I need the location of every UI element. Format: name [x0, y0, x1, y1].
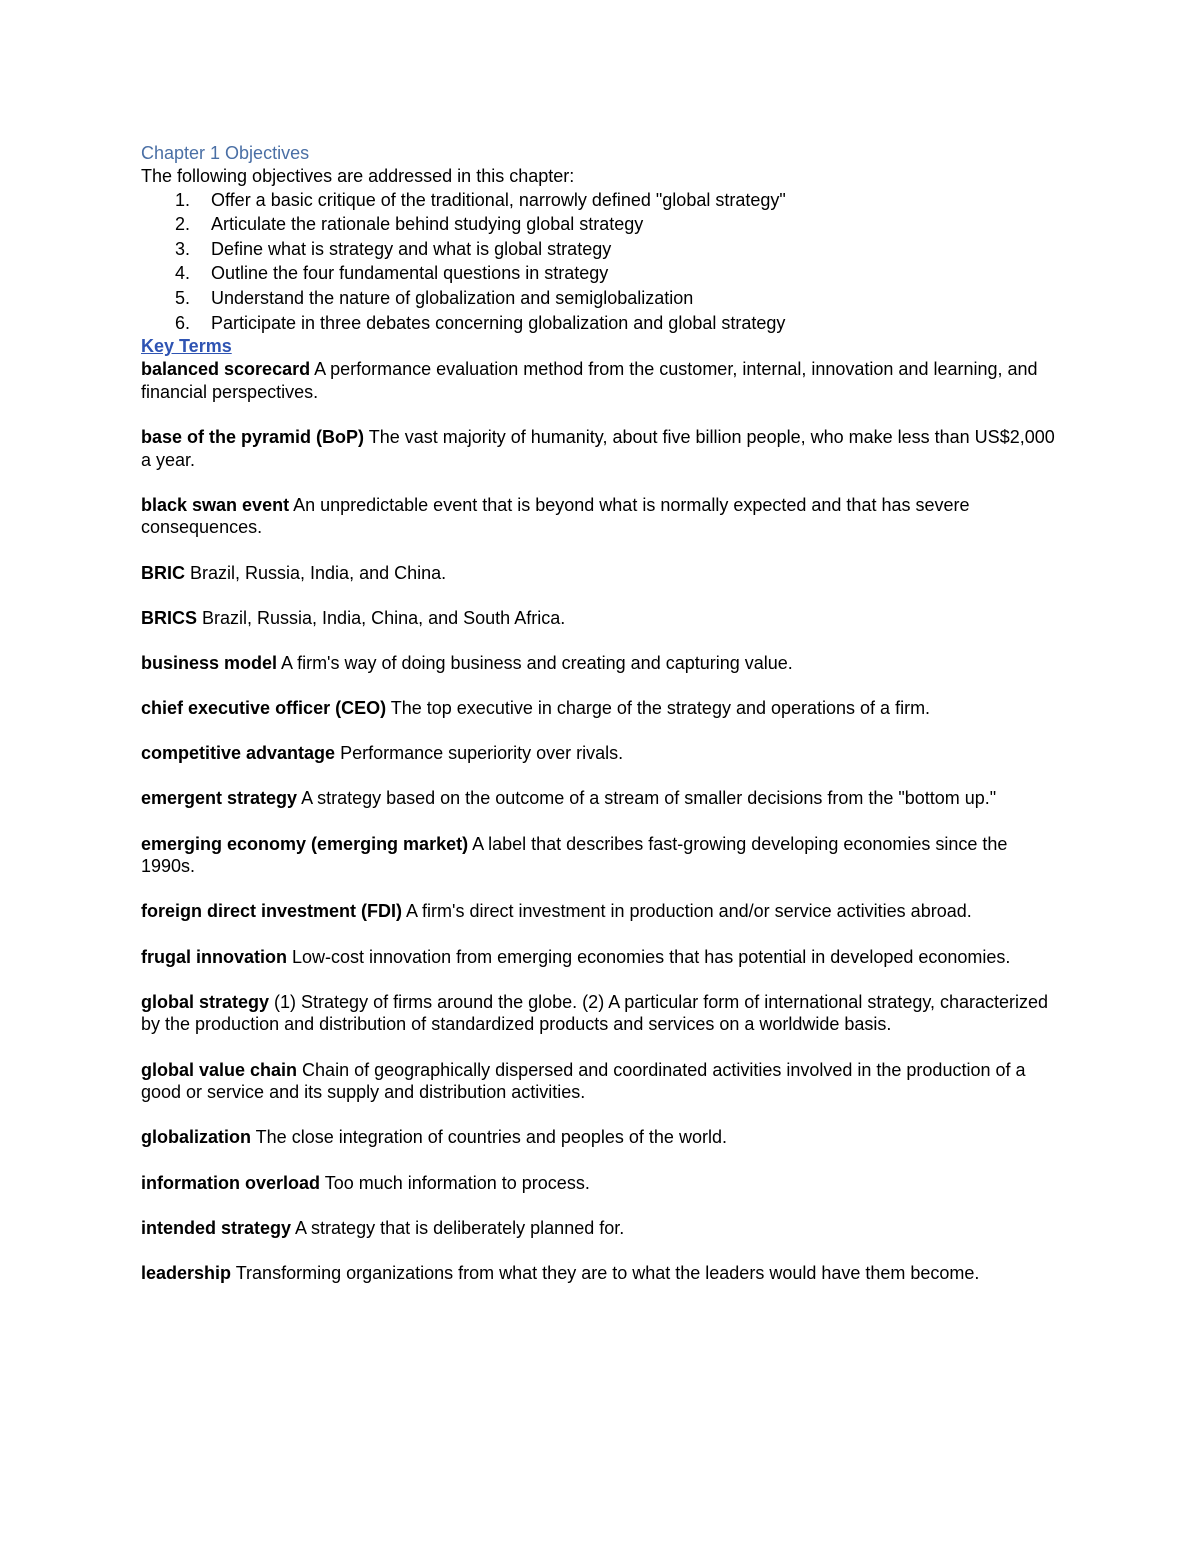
term-entry-black-swan-event [141, 494, 1066, 539]
term-entry-ceo [141, 697, 1066, 720]
term-definition: Performance superiority over rivals. [335, 743, 624, 764]
term-name: frugal innovation [141, 946, 287, 967]
objective-text: Outline the four fundamental questions in strategy [211, 263, 609, 284]
term-definition: A firm's direct investment in production and/or service activities abroad. [402, 901, 972, 922]
term-definition: The close integration of countries and peoples of the world. [251, 1127, 727, 1148]
objective-item [141, 261, 1066, 286]
term-name: chief executive officer (CEO) [141, 698, 387, 719]
term-entry-leadership [141, 1262, 1066, 1285]
objectives-intro: The following objectives are addressed in this chapter: [141, 166, 575, 186]
term-entry-intended-strategy [141, 1217, 1066, 1240]
objective-item [141, 237, 1066, 262]
term-definition: An unpredictable event that is beyond what is normally expected and that has severe consequences. [141, 494, 970, 538]
term-definition: Too much information to process. [320, 1172, 590, 1193]
objective-item [141, 286, 1066, 311]
objective-item [141, 188, 1066, 213]
term-entry-frugal-innovation [141, 946, 1066, 969]
term-definition: Brazil, Russia, India, China, and South Africa. [197, 607, 566, 628]
term-definition: A firm's way of doing business and creating and capturing value. [277, 652, 793, 673]
objective-text: Understand the nature of globalization and semiglobalization [211, 287, 694, 308]
document-page [141, 141, 1066, 1307]
term-entry-global-strategy [141, 991, 1066, 1036]
term-definition: Low-cost innovation from emerging economies that has potential in developed economies. [287, 946, 1011, 967]
term-definition: Chain of geographically dispersed and coordinated activities involved in the production of a good or service and its supply and distribution activities. [141, 1059, 1026, 1103]
term-name: global strategy [141, 991, 270, 1012]
term-name: competitive advantage [141, 743, 336, 764]
term-name: black swan event [141, 494, 290, 515]
term-name: foreign direct investment (FDI) [141, 901, 403, 922]
objective-number: 6. [175, 312, 191, 333]
objective-item [141, 311, 1066, 336]
term-name: intended strategy [141, 1217, 292, 1238]
objective-number: 4. [175, 263, 191, 284]
term-entry-fdi [141, 900, 1066, 923]
objective-number: 5. [175, 287, 191, 308]
term-name: global value chain [141, 1059, 298, 1080]
term-name: business model [141, 652, 278, 673]
term-name: information overload [141, 1172, 321, 1193]
chapter-title: Chapter 1 Objectives [141, 143, 310, 163]
term-name: BRICS [141, 607, 198, 628]
objective-text: Articulate the rationale behind studying global strategy [211, 214, 644, 235]
term-name: base of the pyramid (BoP) [141, 426, 365, 447]
term-definition: Transforming organizations from what they are to what the leaders would have them become. [231, 1262, 980, 1283]
term-name: BRIC [141, 562, 185, 583]
term-definition: Brazil, Russia, India, and China. [185, 562, 447, 583]
objective-item [141, 212, 1066, 237]
term-name: emerging economy (emerging market) [141, 833, 469, 854]
term-definition: (1) Strategy of firms around the globe. (2) A particular form of international strategy, characterized by the production and distribution of standardized products and services on a worldwide basis. [141, 991, 1049, 1035]
term-name: leadership [141, 1262, 232, 1283]
objective-number: 3. [175, 238, 191, 259]
term-definition: A strategy based on the outcome of a stream of smaller decisions from the "bottom up." [297, 788, 997, 809]
term-name: emergent strategy [141, 788, 298, 809]
term-entry-bric [141, 562, 1066, 585]
term-definition: The top executive in charge of the strategy and operations of a firm. [386, 698, 931, 719]
term-definition: The vast majority of humanity, about five billion people, who make less than US$2,000 a year. [141, 426, 1055, 470]
term-name: balanced scorecard [141, 359, 311, 380]
term-definition: A performance evaluation method from the customer, internal, innovation and learning, and financial perspectives. [141, 359, 1038, 402]
key-terms-list [141, 358, 1066, 1284]
term-definition: A strategy that is deliberately planned for. [291, 1217, 625, 1238]
term-entry-emerging-economy [141, 833, 1066, 878]
term-name: globalization [141, 1127, 251, 1148]
key-terms-heading: Key Terms [141, 336, 232, 357]
term-entry-brics [141, 607, 1066, 630]
term-entry-emergent-strategy [141, 787, 1066, 810]
objective-text: Offer a basic critique of the traditional, narrowly defined "global strategy" [211, 189, 786, 210]
term-entry-balanced-scorecard [141, 358, 1066, 403]
term-entry-information-overload [141, 1172, 1066, 1195]
objective-number: 1. [175, 189, 191, 210]
term-entry-base-of-the-pyramid [141, 426, 1066, 471]
objective-number: 2. [175, 214, 191, 235]
term-entry-global-value-chain [141, 1059, 1066, 1104]
objective-text: Define what is strategy and what is global strategy [211, 238, 612, 259]
term-entry-business-model [141, 652, 1066, 675]
term-definition: A label that describes fast-growing developing economies since the 1990s. [141, 833, 1008, 877]
term-entry-competitive-advantage [141, 742, 1066, 765]
term-entry-globalization [141, 1126, 1066, 1149]
objective-text: Participate in three debates concerning globalization and global strategy [211, 312, 786, 333]
objectives-list [141, 188, 1066, 336]
